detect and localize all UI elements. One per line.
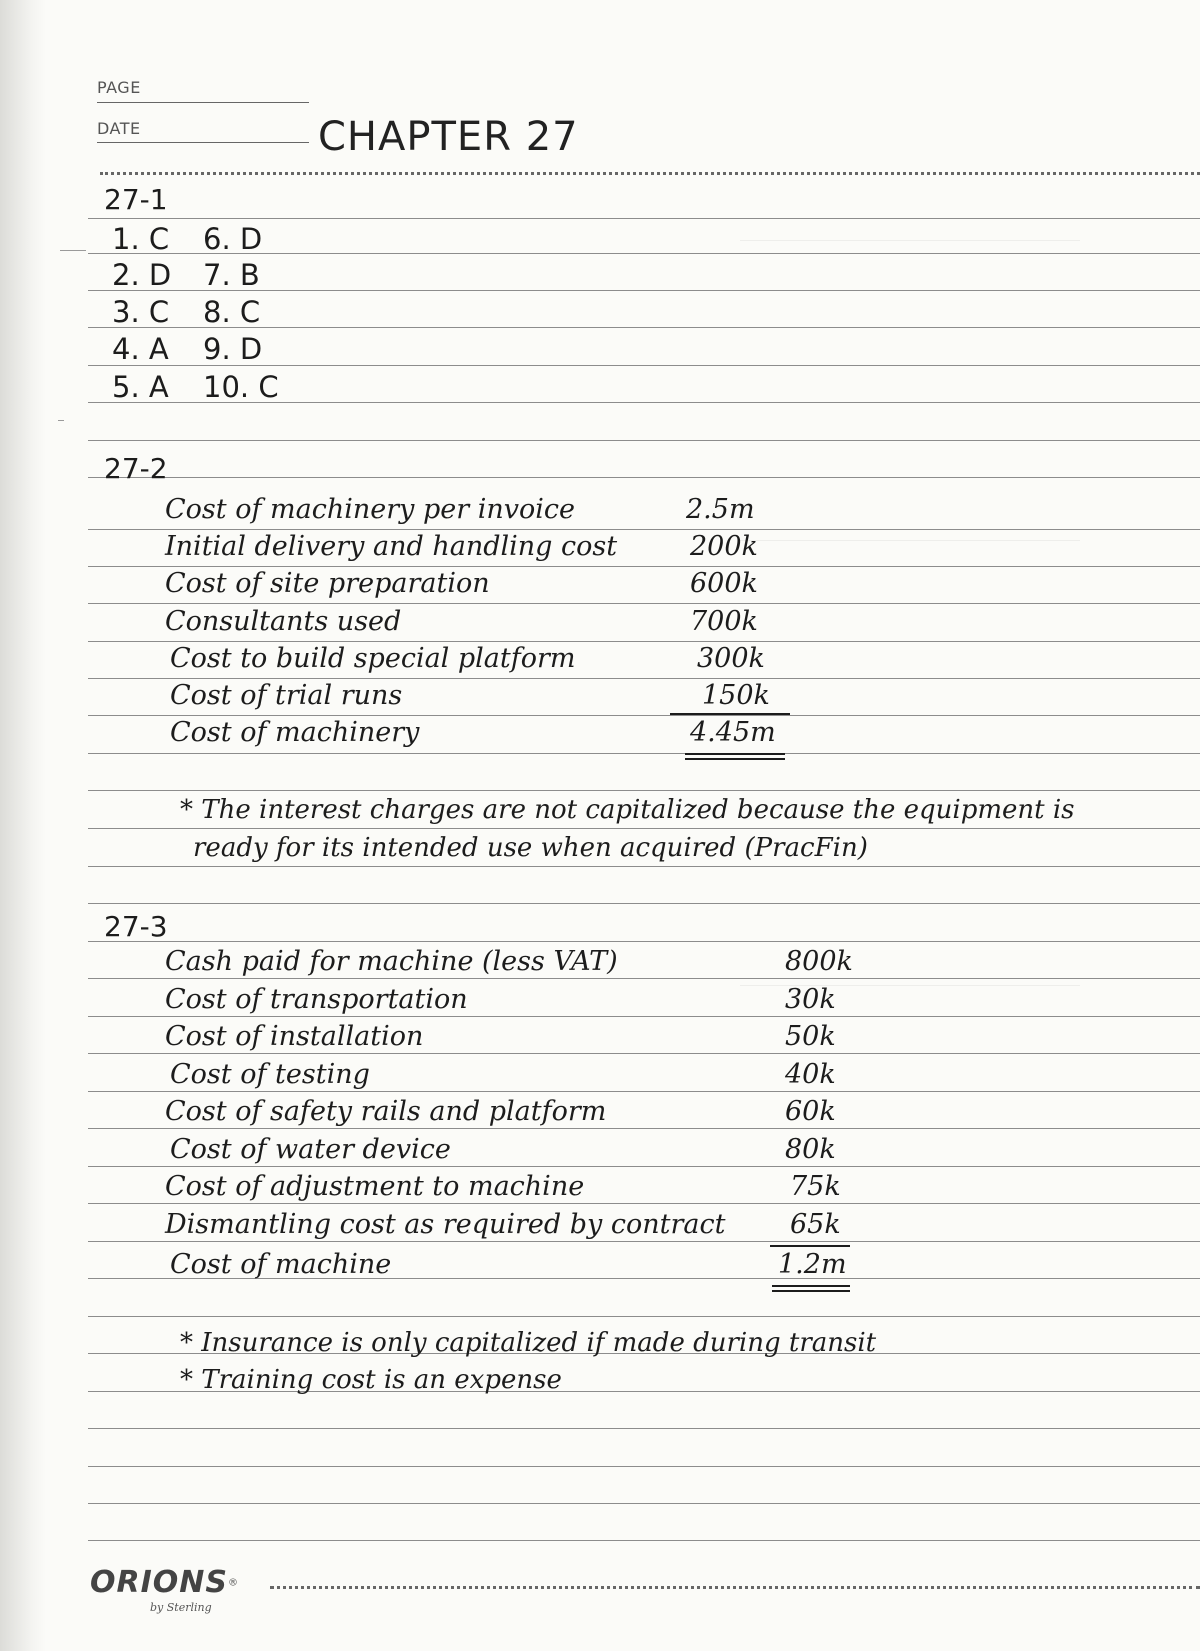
cost-item-label: Cost of water device xyxy=(170,1134,451,1165)
cost-item-label: Cost of testing xyxy=(170,1059,370,1090)
ruled-line xyxy=(88,678,1200,679)
cost-item-amount: 30k xyxy=(785,984,836,1015)
note-text: * Insurance is only capitalized if made during transit xyxy=(180,1328,877,1358)
cost-item-label: Cash paid for machine (less VAT) xyxy=(165,946,618,977)
section-heading-27-3: 27-3 xyxy=(104,910,168,943)
ruled-line xyxy=(88,477,1200,478)
ruled-line xyxy=(88,790,1200,791)
ruled-line xyxy=(88,1428,1200,1429)
cost-item-amount: 800k xyxy=(785,946,853,977)
cost-item-label: Cost of installation xyxy=(165,1021,424,1052)
cost-item-label: Cost to build special platform xyxy=(170,643,576,674)
cost-item-label: Cost of safety rails and platform xyxy=(165,1096,607,1127)
cost-item-label: Cost of machinery per invoice xyxy=(165,494,576,525)
brand-name: ORIONS xyxy=(90,1565,228,1600)
section-heading-27-2: 27-2 xyxy=(104,452,168,485)
ruled-line xyxy=(88,753,1200,754)
ruled-line xyxy=(88,1540,1200,1541)
brand-sub: by Sterling xyxy=(150,1601,212,1614)
answer-item: 8. C xyxy=(203,295,261,329)
ruled-line xyxy=(88,566,1200,567)
total-amount: 4.45m xyxy=(690,717,776,748)
ruled-line xyxy=(88,1128,1200,1129)
cost-item-amount: 2.5m xyxy=(686,494,755,525)
ruled-line xyxy=(88,1503,1200,1504)
date-label-line xyxy=(97,142,309,143)
ruled-line xyxy=(88,1016,1200,1017)
ruled-line xyxy=(88,1466,1200,1467)
total-label: Cost of machine xyxy=(170,1249,392,1280)
cost-item-amount: 150k xyxy=(702,680,770,711)
cost-item-label: Initial delivery and handling cost xyxy=(165,531,618,562)
note-text: ready for its intended use when acquired (PracFin) xyxy=(193,833,868,863)
ruled-line xyxy=(88,978,1200,979)
registered-mark: ® xyxy=(227,1577,238,1589)
answer-item: 9. D xyxy=(203,332,263,366)
answer-item: 1. C xyxy=(112,222,170,256)
header-dotted-rule xyxy=(100,172,1200,175)
cost-item-amount: 50k xyxy=(785,1021,836,1052)
ruled-line xyxy=(88,1053,1200,1054)
ruled-line xyxy=(88,440,1200,441)
ruled-line xyxy=(88,828,1200,829)
cost-item-label: Dismantling cost as required by contract xyxy=(165,1209,726,1240)
ruled-line xyxy=(88,529,1200,530)
bleed-through xyxy=(740,540,1080,541)
chapter-title: CHAPTER 27 xyxy=(318,114,579,160)
ruled-line xyxy=(88,715,1200,716)
page-label: PAGE xyxy=(97,78,141,97)
cost-item-amount: 600k xyxy=(690,568,758,599)
answer-item: 5. A xyxy=(112,370,169,404)
bleed-through xyxy=(740,240,1080,241)
ruled-line xyxy=(88,866,1200,867)
cost-item-amount: 700k xyxy=(690,606,758,637)
answer-item: 4. A xyxy=(112,332,169,366)
answer-item: 10. C xyxy=(203,370,279,404)
cost-item-label: Consultants used xyxy=(165,606,402,637)
margin-mark xyxy=(58,420,64,421)
cost-item-label: Cost of trial runs xyxy=(170,680,403,711)
total-double-rule xyxy=(685,753,785,755)
cost-item-amount: 65k xyxy=(790,1209,841,1240)
note-text: * Training cost is an expense xyxy=(180,1365,562,1395)
footer-dotted-rule xyxy=(270,1586,1200,1589)
ruled-line xyxy=(88,1241,1200,1242)
page-edge-shadow xyxy=(0,0,46,1651)
total-label: Cost of machinery xyxy=(170,717,420,748)
ruled-line xyxy=(88,1091,1200,1092)
answer-item: 3. C xyxy=(112,295,170,329)
total-amount: 1.2m xyxy=(778,1249,847,1280)
ruled-line xyxy=(88,903,1200,904)
cost-item-amount: 300k xyxy=(697,643,765,674)
brand-logo xyxy=(90,1565,238,1614)
total-double-rule xyxy=(772,1285,850,1287)
answer-item: 7. B xyxy=(203,258,260,292)
ruled-line xyxy=(88,603,1200,604)
date-label: DATE xyxy=(97,119,141,138)
section-heading-27-1: 27-1 xyxy=(104,183,168,216)
cost-item-amount: 80k xyxy=(785,1134,836,1165)
page-label-line xyxy=(97,102,309,103)
ruled-line xyxy=(88,1166,1200,1167)
cost-item-amount: 75k xyxy=(790,1171,841,1202)
cost-item-amount: 200k xyxy=(690,531,758,562)
ruled-line xyxy=(88,218,1200,219)
note-text: * The interest charges are not capitalized because the equipment is xyxy=(180,795,1075,825)
subtotal-rule xyxy=(770,1245,850,1247)
ruled-line xyxy=(88,641,1200,642)
margin-mark xyxy=(60,250,86,251)
total-double-rule xyxy=(685,758,785,760)
ruled-line xyxy=(88,1203,1200,1204)
ruled-line xyxy=(88,941,1200,942)
subtotal-rule xyxy=(670,713,790,715)
cost-item-amount: 60k xyxy=(785,1096,836,1127)
answer-item: 6. D xyxy=(203,222,263,256)
total-double-rule xyxy=(772,1290,850,1292)
cost-item-label: Cost of site preparation xyxy=(165,568,490,599)
cost-item-label: Cost of adjustment to machine xyxy=(165,1171,585,1202)
cost-item-amount: 40k xyxy=(785,1059,836,1090)
ruled-line xyxy=(88,1316,1200,1317)
answer-item: 2. D xyxy=(112,258,172,292)
cost-item-label: Cost of transportation xyxy=(165,984,468,1015)
